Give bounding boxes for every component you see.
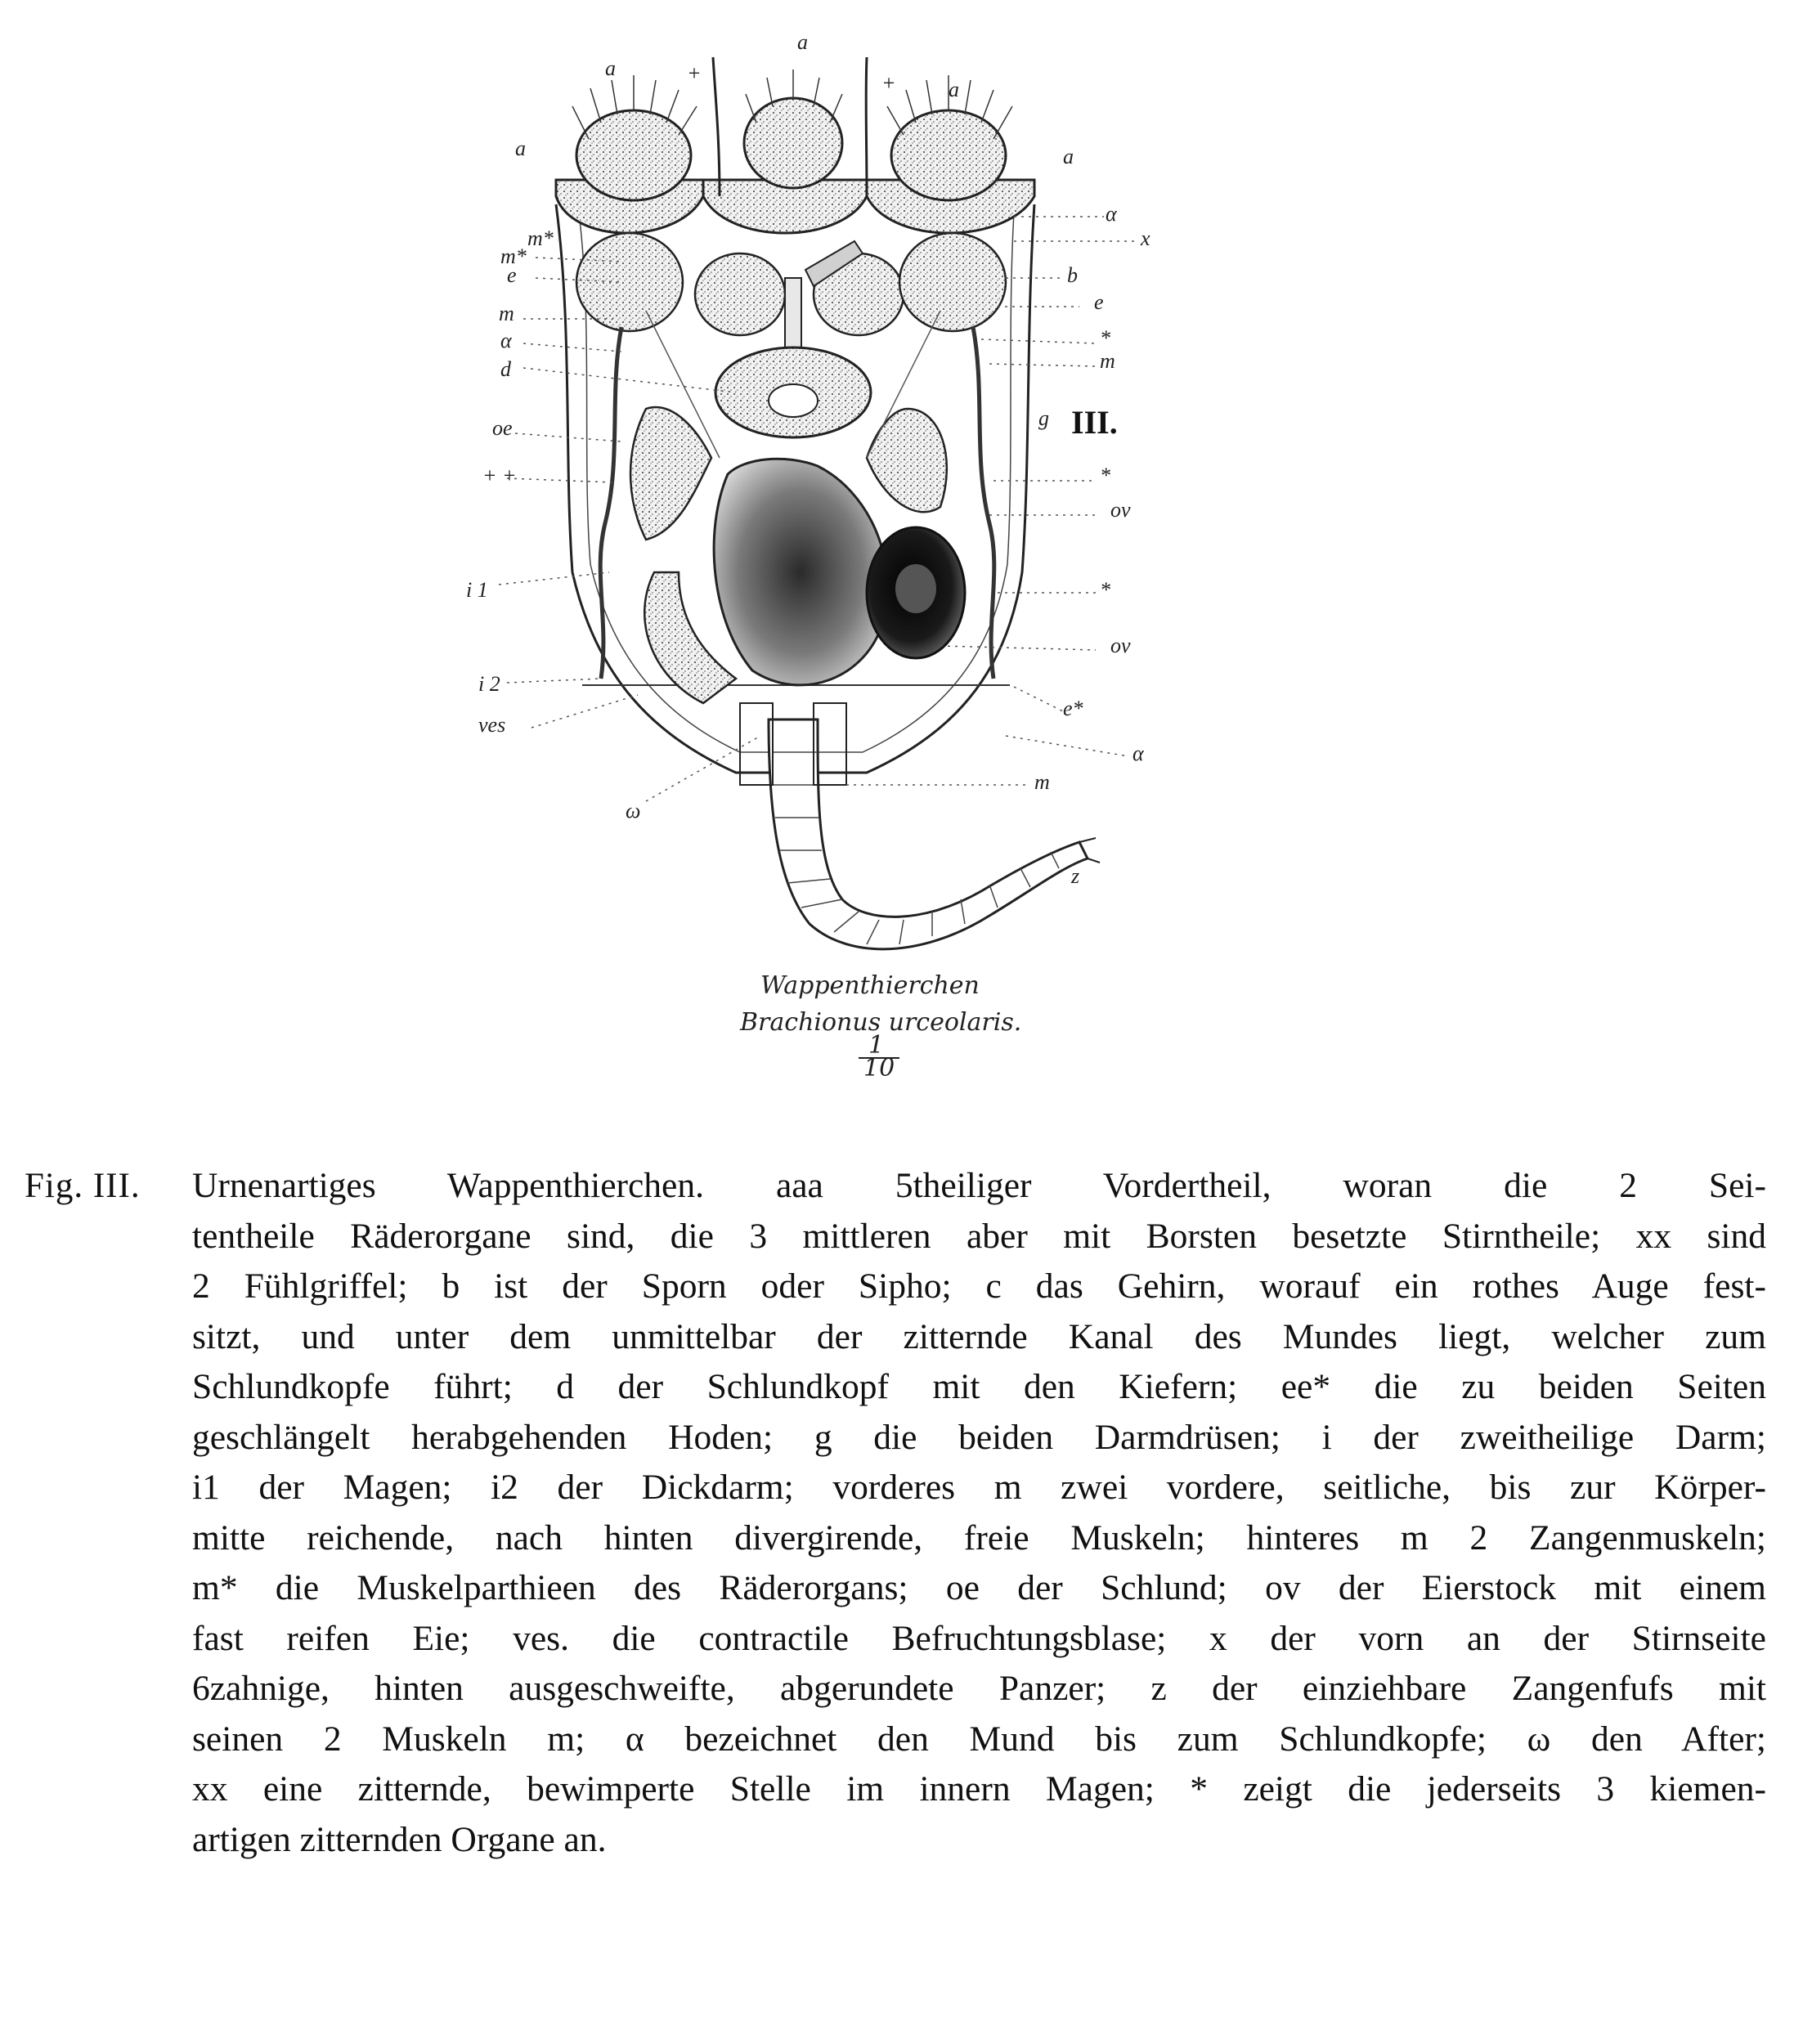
svg-text:ves: ves — [478, 713, 506, 737]
svg-text:g: g — [1038, 406, 1049, 430]
label-plus-top-left: + — [687, 61, 702, 85]
svg-text:m: m — [1100, 349, 1115, 373]
label-omega: ω — [626, 799, 641, 823]
caption-line: seinen 2 Muskeln m; α bezeichnet den Mund bis zum Schlundkopfe; ω den After; — [192, 1719, 1766, 1759]
svg-text:m*: m* — [500, 244, 527, 268]
caption-line: 2 Fühlgriffel; b ist der Sporn oder Sipho; c das Gehirn, worauf ein rothes Auge fest- — [192, 1266, 1766, 1306]
caption-line: sitzt, und unter dem unmittelbar der zitternde Kanal des Mundes liegt, welcher zum — [192, 1316, 1766, 1356]
svg-text:z: z — [1071, 864, 1080, 888]
svg-text:α: α — [1106, 202, 1117, 226]
svg-text:*: * — [1100, 326, 1110, 350]
svg-text:i 2: i 2 — [478, 672, 500, 696]
caption-line: fast reifen Eie; ves. die contractile Befruchtungsblase; x der vorn an der Stirnseite — [192, 1618, 1766, 1658]
corona — [556, 57, 1034, 233]
svg-text:e*: e* — [1063, 697, 1083, 720]
caption-line: i1 der Magen; i2 der Dickdarm; vorderes m zwei vordere, seitliche, bis zur Körper- — [192, 1468, 1766, 1507]
fig-label: Fig. III. — [25, 1167, 141, 1205]
caption-line: mitte reichende, nach hinten divergirende, freie Muskeln; hinteres m 2 Zangenmuskeln; — [192, 1517, 1766, 1558]
svg-text:x: x — [1141, 226, 1150, 250]
svg-text:d: d — [500, 357, 511, 381]
svg-text:a: a — [1063, 145, 1074, 168]
magnification-numerator: 1 — [868, 1031, 885, 1060]
figure-caption — [25, 1161, 1766, 1865]
label-a-top-left: a — [605, 56, 616, 80]
magnification-denominator: 10 — [863, 1054, 895, 1083]
label-a-top-right: a — [949, 78, 959, 101]
svg-text:e: e — [507, 263, 517, 287]
labels-right — [1034, 145, 1150, 888]
labels-left — [466, 137, 554, 737]
svg-text:*: * — [1100, 464, 1110, 487]
caption-body — [192, 1161, 1766, 1865]
svg-text:*: * — [1100, 578, 1110, 602]
plate-number: III. — [1071, 404, 1118, 441]
svg-text:ov: ov — [1110, 498, 1131, 522]
svg-text:oe: oe — [492, 416, 513, 440]
caption-line: artigen zitternden Organe an. — [192, 1819, 607, 1859]
svg-text:a: a — [515, 137, 526, 160]
caption-line: xx eine zitternde, bewimperte Stelle im innern Magen; * zeigt die jederseits 3 kiemen- — [192, 1769, 1766, 1809]
caption-line: geschlängelt herabgehenden Hoden; g die beiden Darmdrüsen; i der zweitheilige Darm; — [192, 1417, 1766, 1457]
svg-text:b: b — [1067, 263, 1078, 287]
caption-line: Urnenartiges Wappenthierchen. aaa 5theiliger Vordertheil, woran die 2 Sei- — [192, 1166, 1766, 1205]
figure-species-script: Brachionus urceolaris. — [740, 1008, 1022, 1037]
svg-text:i 1: i 1 — [466, 578, 488, 602]
svg-text:m*: m* — [527, 226, 554, 250]
svg-text:m: m — [499, 302, 514, 325]
label-plus-top-right: + — [881, 71, 896, 95]
caption-line: m* die Muskelparthieen des Räderorgans; oe der Schlund; ov der Eierstock mit einem — [192, 1568, 1766, 1607]
foot — [740, 703, 1100, 949]
caption-line: tentheile Räderorgane sind, die 3 mittleren aber mit Borsten besetzte Stirntheile; xx sind — [192, 1216, 1766, 1256]
svg-text:ov: ov — [1110, 634, 1131, 657]
caption-line: 6zahnige, hinten ausgeschweifte, abgerundete Panzer; z der einziehbare Zangenfufs mit — [192, 1669, 1766, 1708]
svg-text:α: α — [1132, 742, 1144, 765]
svg-text:m: m — [1034, 770, 1050, 794]
svg-text:+ +: + + — [482, 464, 517, 487]
svg-text:e: e — [1094, 290, 1104, 314]
caption-line: Schlundkopfe führt; d der Schlundkopf mit den Kiefern; ee* die zu beiden Seiten — [192, 1367, 1766, 1406]
figure-title-script: Wappenthierchen — [760, 971, 980, 1000]
label-a-top-center: a — [797, 30, 808, 54]
svg-text:α: α — [500, 329, 512, 352]
